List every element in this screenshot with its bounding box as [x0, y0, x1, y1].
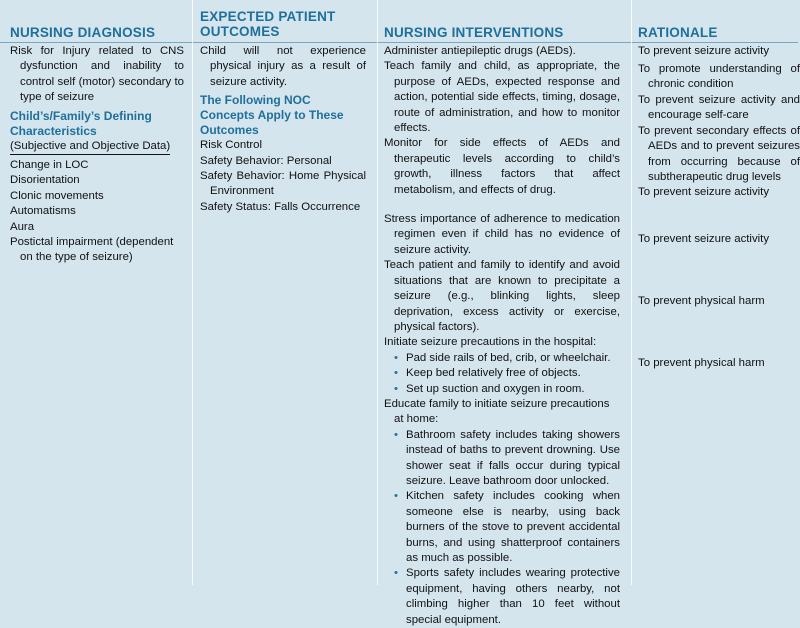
noc-concepts-title: The Following NOC Concepts Apply to These Outcomes	[200, 93, 344, 138]
intervention-item: Initiate seizure precautions in the hospital:	[384, 336, 597, 349]
characteristic-item: Automatisms	[10, 205, 76, 218]
rationale-item: To prevent seizure activity	[638, 233, 770, 245]
interventions-column	[384, 44, 620, 628]
rationale-item: To prevent seizure activity and encourage self-care	[638, 94, 800, 122]
rationale-item: To prevent seizure activity	[638, 45, 770, 57]
noc-concept: Safety Behavior: Personal	[200, 154, 332, 167]
list-item: • Kitchen safety includes cooking when someone else is nearby, using back burners of the stove to prevent accidental burns, and using shatterproof containers as much as possible.	[384, 489, 620, 566]
defining-characteristics-subtitle: (Subjective and Objective Data)	[10, 139, 170, 155]
home-precautions-list	[384, 428, 620, 628]
header-diagnosis: NURSING DIAGNOSIS	[10, 25, 156, 40]
noc-concept: Risk Control	[200, 139, 263, 152]
column-divider	[377, 0, 378, 585]
intervention-item: Monitor for side effects of AEDs and therapeutic levels according to child’s growth, illness factors that affect metabolism, and effects of drug.	[384, 137, 620, 196]
list-item: • Sports safety includes wearing protective equipment, having others nearby, not climbing higher than 10 feet without special equipment.	[384, 566, 620, 628]
characteristic-item: Disorientation	[10, 174, 80, 187]
intervention-item: Educate family to initiate seizure precautions at home:	[384, 397, 610, 426]
rationale-item: To promote understanding of chronic condition	[638, 63, 800, 91]
outcomes-column	[200, 44, 366, 215]
noc-concept: Safety Behavior: Home Physical Environment	[200, 170, 366, 198]
header-rationale: RATIONALE	[638, 25, 718, 40]
table-header	[0, 0, 798, 43]
list-item: • Bathroom safety includes taking showers instead of baths to prevent drowning. Use shower seat if falls occur during typical seizure. Leave bathroom door unlocked.	[384, 428, 620, 490]
intervention-item: Administer antiepileptic drugs (AEDs).	[384, 45, 576, 57]
characteristic-item: Clonic movements	[10, 189, 104, 202]
hospital-precautions-list	[384, 351, 620, 397]
list-item: • Keep bed relatively free of objects.	[384, 366, 620, 381]
characteristic-item: Aura	[10, 220, 35, 233]
characteristic-item: Change in LOC	[10, 159, 89, 172]
list-item: • Pad side rails of bed, crib, or wheelchair.	[384, 351, 620, 366]
rationale-item: To prevent physical harm	[638, 295, 765, 307]
column-divider	[192, 0, 193, 585]
diagnosis-column	[10, 44, 184, 266]
diagnosis-text: Risk for Injury related to CNS dysfunction and inability to control self (motor) secondary to type of seizure	[10, 45, 184, 104]
list-item: • Set up suction and oxygen in room.	[384, 382, 620, 397]
rationale-item: To prevent secondary effects of AEDs and to prevent seizures from occurring because of subtherapeutic drug levels	[638, 125, 800, 184]
characteristic-item: Postictal impairment (dependent on the type of seizure)	[10, 236, 174, 264]
intervention-item: Teach patient and family to identify and avoid situations that are known to precipitate a seizure (e.g., blinking lights, sleep deprivation, excess activity or exercise, physical factors).	[384, 259, 620, 333]
rationale-item: To prevent physical harm	[638, 357, 765, 369]
header-interventions: NURSING INTERVENTIONS	[384, 25, 564, 40]
column-divider	[631, 0, 632, 585]
noc-concept: Safety Status: Falls Occurrence	[200, 200, 361, 213]
header-outcomes: EXPECTED PATIENT OUTCOMES	[200, 9, 336, 39]
intervention-item: Teach family and child, as appropriate, the purpose of AEDs, expected response and action, potential side effects, timing, dosage, route of administration, and how to monitor effects.	[384, 60, 620, 135]
outcome-text: Child will not experience physical injury as a result of seizure activity.	[200, 45, 366, 88]
defining-characteristics-title: Child’s/Family’s Defining Characteristics	[10, 108, 152, 138]
intervention-item: Stress importance of adherence to medication regimen even if child has no evidence of seizure activity.	[384, 213, 620, 256]
rationale-item: To prevent seizure activity	[638, 186, 770, 198]
